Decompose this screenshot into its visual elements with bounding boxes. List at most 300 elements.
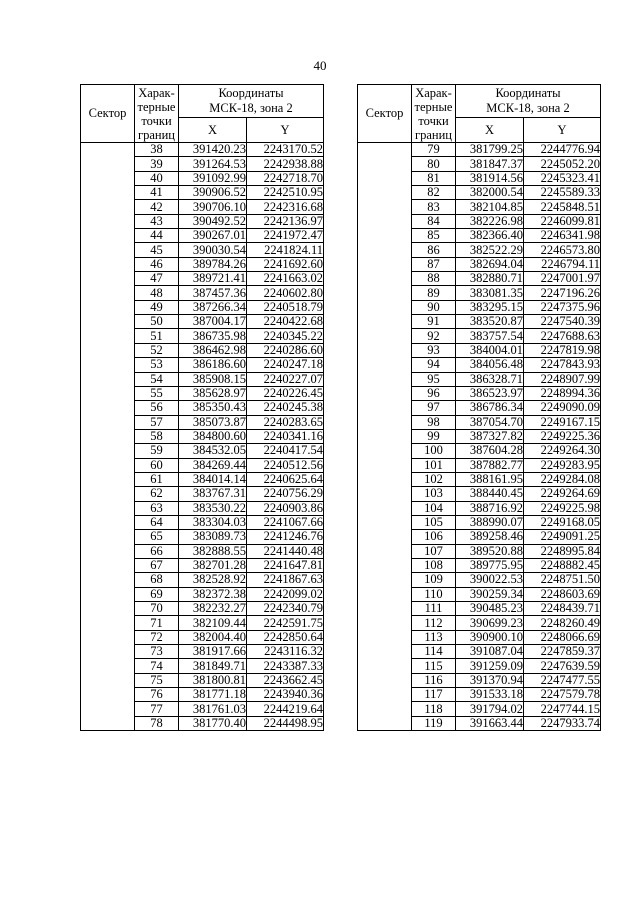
point-cell: 58 — [135, 429, 179, 443]
table-row — [81, 558, 324, 572]
table-row — [358, 487, 601, 501]
table-header — [81, 85, 324, 143]
sector-cell — [358, 688, 412, 702]
y-cell: 2249284.08 — [524, 472, 601, 486]
table-row — [358, 630, 601, 644]
point-cell: 95 — [412, 372, 456, 386]
sector-cell — [81, 673, 135, 687]
y-cell: 2241663.02 — [247, 272, 324, 286]
x-cell: 390706.10 — [179, 200, 247, 214]
sector-cell — [358, 630, 412, 644]
boundary-points-header: Харак- терные точки границ — [135, 85, 179, 143]
y-cell: 2245848.51 — [524, 200, 601, 214]
table-row — [358, 544, 601, 558]
sector-cell — [81, 472, 135, 486]
table-row — [358, 573, 601, 587]
x-cell: 390900.10 — [456, 630, 524, 644]
x-cell: 381847.37 — [456, 157, 524, 171]
y-cell: 2247744.15 — [524, 702, 601, 716]
x-cell: 385073.87 — [179, 415, 247, 429]
table-row — [81, 229, 324, 243]
y-cell: 2246573.80 — [524, 243, 601, 257]
sector-cell — [81, 616, 135, 630]
sector-cell — [358, 243, 412, 257]
table-row — [81, 501, 324, 515]
sector-cell — [358, 659, 412, 673]
y-cell: 2247375.96 — [524, 300, 601, 314]
point-cell: 40 — [135, 171, 179, 185]
x-cell: 381771.18 — [179, 688, 247, 702]
table-row — [81, 372, 324, 386]
table-body — [81, 143, 324, 731]
y-cell: 2248751.50 — [524, 573, 601, 587]
y-cell: 2248260.49 — [524, 616, 601, 630]
point-cell: 45 — [135, 243, 179, 257]
sector-cell — [358, 315, 412, 329]
point-cell: 86 — [412, 243, 456, 257]
sector-cell — [358, 386, 412, 400]
y-cell: 2249283.95 — [524, 458, 601, 472]
coordinates-header: Координаты МСК-18, зона 2 — [456, 85, 601, 118]
y-cell: 2248439.71 — [524, 602, 601, 616]
y-cell: 2242340.79 — [247, 602, 324, 616]
x-cell: 387604.28 — [456, 444, 524, 458]
point-cell: 92 — [412, 329, 456, 343]
sector-header: Сектор — [81, 85, 135, 143]
sector-cell — [358, 343, 412, 357]
y-cell: 2241692.60 — [247, 257, 324, 271]
sector-cell — [81, 630, 135, 644]
table-row — [81, 386, 324, 400]
x-cell: 391420.23 — [179, 143, 247, 157]
y-cell: 2242136.97 — [247, 214, 324, 228]
x-cell: 382366.40 — [456, 229, 524, 243]
table-row — [358, 688, 601, 702]
table-row — [81, 645, 324, 659]
x-cell: 389775.95 — [456, 558, 524, 572]
table-row — [358, 716, 601, 730]
y-cell: 2249225.98 — [524, 501, 601, 515]
table-row — [81, 530, 324, 544]
sector-cell — [81, 716, 135, 730]
sector-cell — [358, 286, 412, 300]
y-cell: 2240245.38 — [247, 401, 324, 415]
sector-cell — [81, 286, 135, 300]
x-cell: 385628.97 — [179, 386, 247, 400]
sector-cell — [358, 272, 412, 286]
x-cell: 384014.14 — [179, 472, 247, 486]
sector-cell — [81, 329, 135, 343]
y-cell: 2247843.93 — [524, 358, 601, 372]
sector-cell — [358, 401, 412, 415]
sector-cell — [81, 243, 135, 257]
table-row — [358, 358, 601, 372]
point-cell: 98 — [412, 415, 456, 429]
point-cell: 64 — [135, 515, 179, 529]
y-cell: 2248603.69 — [524, 587, 601, 601]
x-cell: 385908.15 — [179, 372, 247, 386]
table-row — [358, 372, 601, 386]
x-cell: 386786.34 — [456, 401, 524, 415]
point-cell: 49 — [135, 300, 179, 314]
x-cell: 390492.52 — [179, 214, 247, 228]
table-row — [358, 143, 601, 157]
table-row — [81, 673, 324, 687]
point-cell: 60 — [135, 458, 179, 472]
sector-cell — [81, 702, 135, 716]
y-cell: 2242850.64 — [247, 630, 324, 644]
x-cell: 384532.05 — [179, 444, 247, 458]
x-cell: 382000.54 — [456, 186, 524, 200]
x-cell: 382372.38 — [179, 587, 247, 601]
x-cell: 389721.41 — [179, 272, 247, 286]
x-cell: 382226.98 — [456, 214, 524, 228]
sector-cell — [81, 458, 135, 472]
sector-cell — [81, 659, 135, 673]
sector-cell — [358, 358, 412, 372]
x-cell: 382004.40 — [179, 630, 247, 644]
point-cell: 111 — [412, 602, 456, 616]
sector-cell — [81, 272, 135, 286]
point-cell: 81 — [412, 171, 456, 185]
x-cell: 387327.82 — [456, 429, 524, 443]
table-row — [358, 200, 601, 214]
point-cell: 51 — [135, 329, 179, 343]
sector-cell — [81, 444, 135, 458]
x-cell: 382528.92 — [179, 573, 247, 587]
point-cell: 88 — [412, 272, 456, 286]
point-cell: 82 — [412, 186, 456, 200]
y-cell: 2249090.09 — [524, 401, 601, 415]
point-cell: 102 — [412, 472, 456, 486]
x-cell: 390906.52 — [179, 186, 247, 200]
point-cell: 69 — [135, 587, 179, 601]
point-cell: 119 — [412, 716, 456, 730]
y-cell: 2242510.95 — [247, 186, 324, 200]
y-cell: 2240341.16 — [247, 429, 324, 443]
x-cell: 383081.35 — [456, 286, 524, 300]
x-cell: 382694.04 — [456, 257, 524, 271]
y-cell: 2247001.97 — [524, 272, 601, 286]
table-row — [358, 286, 601, 300]
sector-cell — [358, 645, 412, 659]
point-cell: 50 — [135, 315, 179, 329]
y-cell: 2241067.66 — [247, 515, 324, 529]
point-cell: 54 — [135, 372, 179, 386]
sector-cell — [81, 229, 135, 243]
point-cell: 85 — [412, 229, 456, 243]
table-row — [81, 702, 324, 716]
sector-cell — [358, 372, 412, 386]
table-row — [81, 602, 324, 616]
point-cell: 114 — [412, 645, 456, 659]
x-cell: 386328.71 — [456, 372, 524, 386]
y-cell: 2240625.64 — [247, 472, 324, 486]
point-cell: 70 — [135, 602, 179, 616]
sector-cell — [358, 157, 412, 171]
point-cell: 118 — [412, 702, 456, 716]
y-cell: 2244776.94 — [524, 143, 601, 157]
coordinates-table-right — [357, 84, 601, 731]
point-cell: 71 — [135, 616, 179, 630]
table-row — [81, 458, 324, 472]
sector-cell — [81, 257, 135, 271]
point-cell: 77 — [135, 702, 179, 716]
x-cell: 390022.53 — [456, 573, 524, 587]
point-cell: 107 — [412, 544, 456, 558]
y-cell: 2247477.55 — [524, 673, 601, 687]
y-cell: 2241246.76 — [247, 530, 324, 544]
point-cell: 87 — [412, 257, 456, 271]
y-cell: 2247196.26 — [524, 286, 601, 300]
sector-cell — [81, 415, 135, 429]
y-cell: 2241824.11 — [247, 243, 324, 257]
table-row — [358, 186, 601, 200]
x-cell: 384800.60 — [179, 429, 247, 443]
point-cell: 97 — [412, 401, 456, 415]
table-row — [358, 229, 601, 243]
point-cell: 116 — [412, 673, 456, 687]
y-cell: 2243116.32 — [247, 645, 324, 659]
sector-cell — [358, 573, 412, 587]
x-cell: 387882.77 — [456, 458, 524, 472]
point-cell: 68 — [135, 573, 179, 587]
table-row — [358, 702, 601, 716]
point-cell: 74 — [135, 659, 179, 673]
x-cell: 381849.71 — [179, 659, 247, 673]
sector-cell — [81, 372, 135, 386]
x-cell: 391264.53 — [179, 157, 247, 171]
x-cell: 382888.55 — [179, 544, 247, 558]
x-cell: 381800.81 — [179, 673, 247, 687]
point-cell: 39 — [135, 157, 179, 171]
y-cell: 2249264.30 — [524, 444, 601, 458]
sector-cell — [358, 415, 412, 429]
y-cell: 2243170.52 — [247, 143, 324, 157]
point-cell: 112 — [412, 616, 456, 630]
table-row — [358, 659, 601, 673]
table-row — [358, 343, 601, 357]
sector-cell — [81, 429, 135, 443]
table-row — [81, 343, 324, 357]
table-row — [81, 286, 324, 300]
sector-cell — [358, 530, 412, 544]
x-cell: 385350.43 — [179, 401, 247, 415]
sector-cell — [358, 214, 412, 228]
point-cell: 84 — [412, 214, 456, 228]
point-cell: 105 — [412, 515, 456, 529]
y-cell: 2242591.75 — [247, 616, 324, 630]
table-row — [81, 214, 324, 228]
table-row — [81, 186, 324, 200]
point-cell: 109 — [412, 573, 456, 587]
y-cell: 2240286.60 — [247, 343, 324, 357]
point-cell: 89 — [412, 286, 456, 300]
point-cell: 43 — [135, 214, 179, 228]
sector-cell — [81, 544, 135, 558]
point-cell: 67 — [135, 558, 179, 572]
x-cell: 387004.17 — [179, 315, 247, 329]
y-cell: 2245323.41 — [524, 171, 601, 185]
y-cell: 2244498.95 — [247, 716, 324, 730]
point-cell: 90 — [412, 300, 456, 314]
y-cell: 2247639.59 — [524, 659, 601, 673]
point-cell: 75 — [135, 673, 179, 687]
table-row — [81, 329, 324, 343]
sector-cell — [81, 401, 135, 415]
y-cell: 2240247.18 — [247, 358, 324, 372]
point-cell: 47 — [135, 272, 179, 286]
page-number: 40 — [313, 58, 327, 73]
point-cell: 79 — [412, 143, 456, 157]
sector-cell — [81, 143, 135, 157]
y-cell: 2248995.84 — [524, 544, 601, 558]
sector-cell — [358, 501, 412, 515]
point-cell: 110 — [412, 587, 456, 601]
table-row — [81, 688, 324, 702]
coordinates-table-left — [80, 84, 324, 731]
sector-cell — [358, 515, 412, 529]
x-cell: 386462.98 — [179, 343, 247, 357]
table-row — [81, 415, 324, 429]
point-cell: 42 — [135, 200, 179, 214]
sector-cell — [358, 458, 412, 472]
sector-cell — [358, 487, 412, 501]
sector-cell — [358, 673, 412, 687]
sector-cell — [81, 315, 135, 329]
x-cell: 391092.99 — [179, 171, 247, 185]
x-cell: 391087.04 — [456, 645, 524, 659]
x-header: X — [456, 118, 524, 143]
x-cell: 382104.85 — [456, 200, 524, 214]
sector-cell — [358, 171, 412, 185]
sector-cell — [81, 200, 135, 214]
sector-cell — [358, 602, 412, 616]
table-row — [358, 501, 601, 515]
sector-cell — [358, 444, 412, 458]
table-row — [81, 573, 324, 587]
x-cell: 388990.07 — [456, 515, 524, 529]
y-cell: 2245589.33 — [524, 186, 601, 200]
y-cell: 2249264.69 — [524, 487, 601, 501]
x-cell: 390267.01 — [179, 229, 247, 243]
y-cell: 2246099.81 — [524, 214, 601, 228]
x-cell: 383767.31 — [179, 487, 247, 501]
x-cell: 382232.27 — [179, 602, 247, 616]
table-row — [358, 214, 601, 228]
sector-cell — [81, 688, 135, 702]
sector-cell — [358, 143, 412, 157]
point-cell: 41 — [135, 186, 179, 200]
point-cell: 113 — [412, 630, 456, 644]
point-cell: 115 — [412, 659, 456, 673]
y-header: Y — [524, 118, 601, 143]
point-cell: 52 — [135, 343, 179, 357]
point-cell: 72 — [135, 630, 179, 644]
sector-cell — [81, 558, 135, 572]
table-row — [81, 472, 324, 486]
table-row — [358, 300, 601, 314]
point-cell: 106 — [412, 530, 456, 544]
sector-cell — [358, 716, 412, 730]
sector-cell — [358, 186, 412, 200]
sector-cell — [81, 186, 135, 200]
x-header: X — [179, 118, 247, 143]
x-cell: 384004.01 — [456, 343, 524, 357]
table-row — [358, 673, 601, 687]
sector-cell — [358, 329, 412, 343]
table-row — [81, 300, 324, 314]
table-row — [358, 515, 601, 529]
table-row — [81, 429, 324, 443]
y-cell: 2241972.47 — [247, 229, 324, 243]
point-cell: 55 — [135, 386, 179, 400]
x-cell: 384269.44 — [179, 458, 247, 472]
y-cell: 2240422.68 — [247, 315, 324, 329]
table-row — [358, 458, 601, 472]
table-row — [81, 716, 324, 730]
sector-cell — [81, 171, 135, 185]
table-row — [358, 530, 601, 544]
y-cell: 2242099.02 — [247, 587, 324, 601]
x-cell: 389520.88 — [456, 544, 524, 558]
x-cell: 391533.18 — [456, 688, 524, 702]
point-cell: 94 — [412, 358, 456, 372]
point-cell: 63 — [135, 501, 179, 515]
sector-cell — [358, 702, 412, 716]
x-cell: 383520.87 — [456, 315, 524, 329]
x-cell: 387054.70 — [456, 415, 524, 429]
point-cell: 108 — [412, 558, 456, 572]
table-row — [81, 272, 324, 286]
sector-cell — [81, 530, 135, 544]
table-row — [358, 386, 601, 400]
sector-cell — [81, 214, 135, 228]
point-cell: 48 — [135, 286, 179, 300]
sector-cell — [81, 573, 135, 587]
y-cell: 2244219.64 — [247, 702, 324, 716]
point-cell: 62 — [135, 487, 179, 501]
point-cell: 80 — [412, 157, 456, 171]
point-cell: 46 — [135, 257, 179, 271]
table-row — [81, 544, 324, 558]
table-row — [81, 243, 324, 257]
y-header: Y — [247, 118, 324, 143]
point-cell: 104 — [412, 501, 456, 515]
x-cell: 381914.56 — [456, 171, 524, 185]
x-cell: 382701.28 — [179, 558, 247, 572]
table-body — [358, 143, 601, 731]
x-cell: 387266.34 — [179, 300, 247, 314]
table-row — [358, 401, 601, 415]
x-cell: 390699.23 — [456, 616, 524, 630]
point-cell: 93 — [412, 343, 456, 357]
sector-cell — [81, 386, 135, 400]
y-cell: 2243662.45 — [247, 673, 324, 687]
sector-cell — [358, 429, 412, 443]
point-cell: 38 — [135, 143, 179, 157]
y-cell: 2243387.33 — [247, 659, 324, 673]
y-cell: 2249091.25 — [524, 530, 601, 544]
table-row — [81, 616, 324, 630]
y-cell: 2242316.68 — [247, 200, 324, 214]
y-cell: 2249225.36 — [524, 429, 601, 443]
sector-cell — [81, 645, 135, 659]
point-cell: 103 — [412, 487, 456, 501]
sector-cell — [358, 587, 412, 601]
y-cell: 2248882.45 — [524, 558, 601, 572]
table-row — [358, 243, 601, 257]
